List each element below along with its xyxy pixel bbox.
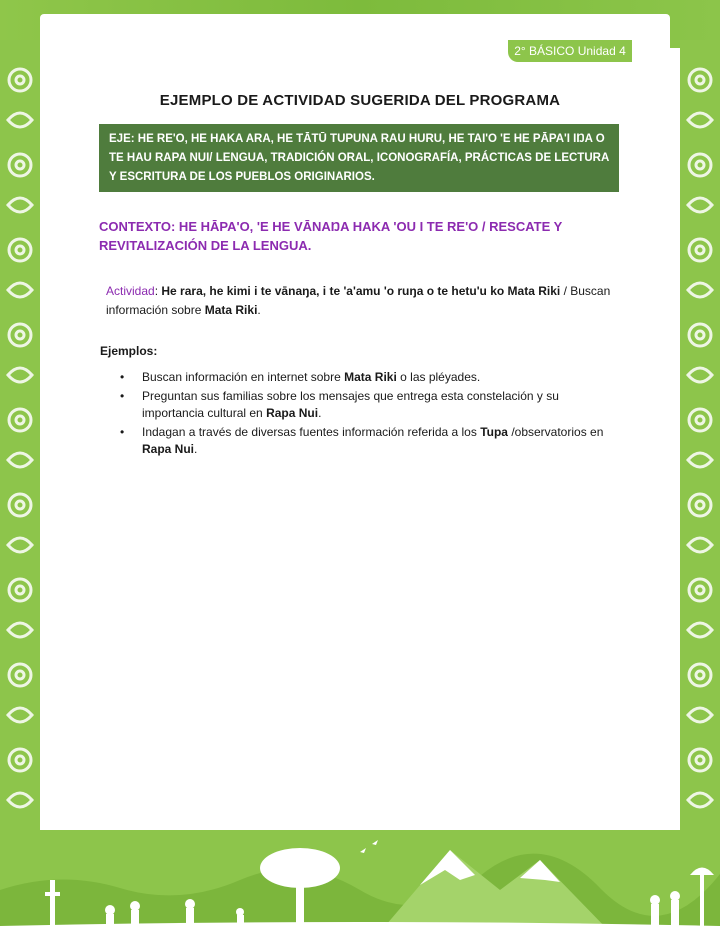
bottom-landscape-illustration	[0, 830, 720, 932]
right-decorative-border	[680, 40, 720, 840]
list-item-text: Indagan a través de diversas fuentes información referida a los	[142, 424, 481, 439]
list-item-bold: Mata Riki	[344, 370, 397, 384]
list-item-text: .	[194, 442, 198, 456]
list-item	[120, 388, 620, 423]
eje-box	[99, 124, 619, 192]
list-item-text: Preguntan sus familias sobre los mensajes que entrega esta constelación y su importancia cultural en	[142, 388, 559, 420]
list-item	[120, 369, 620, 387]
actividad-period: .	[257, 303, 261, 317]
actividad-spanish-text: / Buscan información sobre	[106, 284, 611, 317]
unit-tab: 2° BÁSICO Unidad 4	[508, 40, 632, 62]
actividad-rapanui-text: He rara, he kimi i te vānaŋa, i te 'a'amu 'o ruŋa o te hetu'u ko Mata Riki	[161, 284, 561, 298]
actividad-colon: :	[154, 284, 162, 298]
bullet-icon: •	[120, 370, 125, 384]
list-item-bold: Tupa	[480, 424, 508, 439]
actividad-mata-riki: Mata Riki	[204, 303, 258, 317]
eje-text: EJE: HE RE'O, HE HAKA ARA, HE TĀTŪ TUPUNA RAU HURU, HE TAI'O 'E HE PĀPA'I IŊA O TE HAU RAPA NUI/ LENGUA, TRADICIÓN ORAL, ICONOGRAFÍA, PRÁCTICAS DE LECTURA Y ESCRITURA DE LOS PUEBLOS ORIGINARIOS.	[109, 133, 609, 183]
contexto-heading: CONTEXTO: HE HĀPA'O, 'E HE VĀNAŊA HAKA 'OU I TE RE'O / RESCATE Y REVITALIZACIÓN DE LA LENGUA.	[99, 219, 563, 253]
list-item-bold: Rapa Nui	[142, 442, 195, 456]
list-item	[120, 424, 620, 459]
list-item-text: /observatorios en	[507, 424, 604, 439]
actividad-label: Actividad	[106, 284, 155, 298]
list-item-text: Buscan información en internet sobre	[142, 370, 345, 384]
left-decorative-border	[0, 40, 40, 840]
list-item-text: o las pléyades.	[396, 370, 481, 384]
ejemplos-label: Ejemplos:	[100, 344, 158, 358]
list-item-bold: Rapa Nui	[266, 406, 319, 420]
page-title: EJEMPLO DE ACTIVIDAD SUGERIDA DEL PROGRAMA	[159, 92, 561, 109]
bullet-icon: •	[120, 424, 125, 439]
list-item-text: .	[318, 406, 322, 420]
bullet-icon: •	[120, 388, 125, 403]
ejemplos-list	[120, 369, 620, 460]
actividad-paragraph	[106, 282, 618, 320]
